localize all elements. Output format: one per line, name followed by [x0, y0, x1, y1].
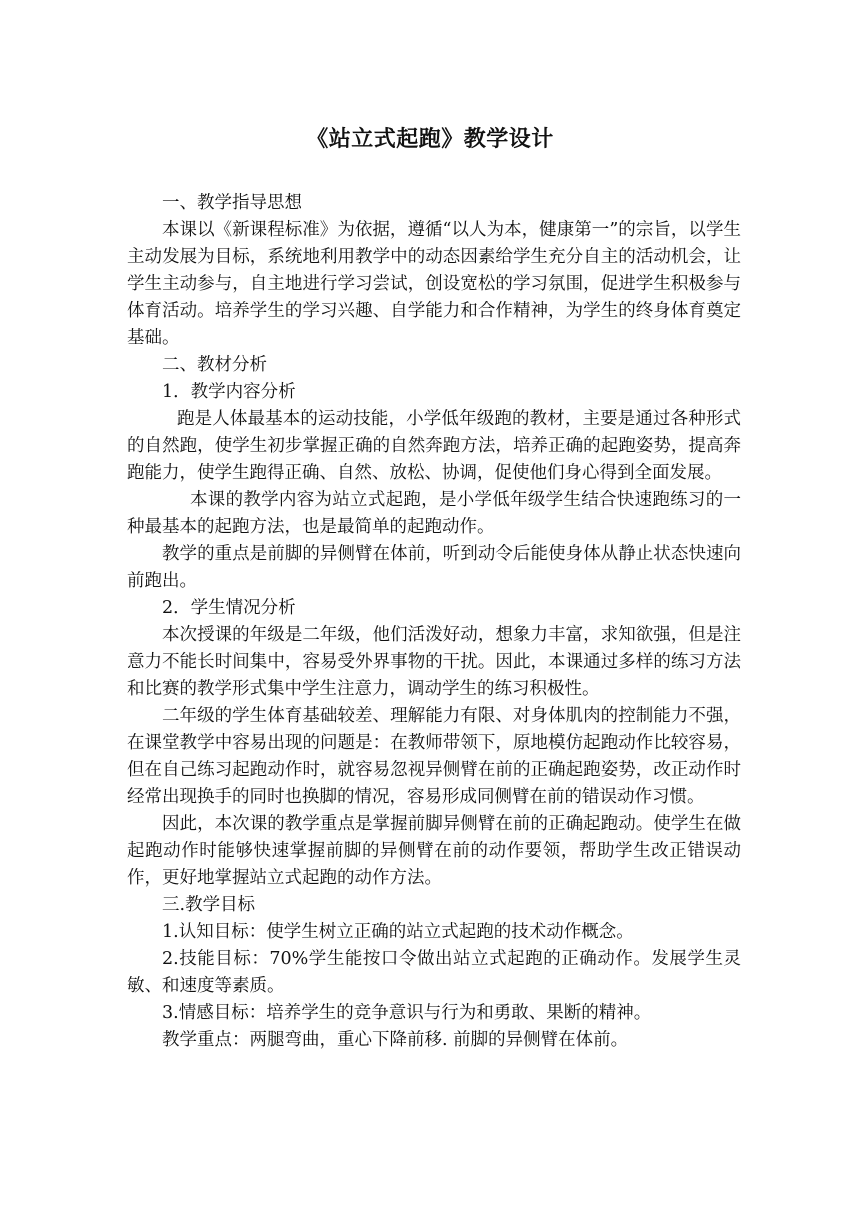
teaching-focus: 教学重点：两腿弯曲，重心下降前移. 前脚的异侧臂在体前。: [162, 1030, 629, 1050]
document-body: [127, 190, 741, 1054]
paragraph-running-skill: 跑是人体最基本的运动技能，小学低年级跑的教材，主要是通过各种形式的自然跑，使学生初步掌握正确的自然奔跑方法，培养正确的起跑姿势，提高奔跑能力，使学生跑得正确、自然、放松、协调，促使他们身心得到全面发展。: [127, 409, 741, 483]
section-heading-guiding-idea: 一、教学指导思想: [162, 193, 302, 213]
paragraph-therefore: 因此，本次课的教学重点是掌握前脚异侧臂在前的正确起跑动。使学生在做起跑动作时能够快速掌握前脚的异侧臂在前的动作要领，帮助学生改正错误动作，更好地掌握站立式起跑的动作方法。: [127, 814, 741, 888]
section-heading-material-analysis: 二、教材分析: [162, 355, 267, 375]
document-title: 《站立式起跑》教学设计: [306, 126, 554, 152]
subheading-student-analysis: 2．学生情况分析: [162, 598, 296, 618]
subheading-content-analysis: 1．教学内容分析: [162, 382, 296, 402]
paragraph-guiding-idea: 本课以《新课程标准》为依据，遵循“以人为本，健康第一”的宗旨，以学生主动发展为目标，系统地利用教学中的动态因素给学生充分自主的活动机会，让学生主动参与，自主地进行学习尝试，创设宽松的学习氛围，促进学生积极参与体育活动。培养学生的学习兴趣、自学能力和合作精神，为学生的终身体育奠定基础。: [127, 220, 741, 348]
objective-cognitive: 1.认知目标：使学生树立正确的站立式起跑的技术动作概念。: [162, 922, 634, 942]
objective-skill: 2.技能目标：70%学生能按口令做出站立式起跑的正确动作。发展学生灵敏、和速度等素质。: [127, 949, 741, 996]
paragraph-student-problems: 二年级的学生体育基础较差、理解能力有限、对身体肌肉的控制能力不强，在课堂教学中容易出现的问题是：在教师带领下，原地模仿起跑动作比较容易，但在自己练习起跑动作时，就容易忽视异侧臂在前的正确起跑姿势，改正动作时经常出现换手的同时也换脚的情况，容易形成同侧臂在前的错误动作习惯。: [127, 706, 741, 807]
paragraph-teaching-key: 教学的重点是前脚的异侧臂在体前，听到动令后能使身体从静止状态快速向前跑出。: [127, 544, 741, 591]
paragraph-student-grade: 本次授课的年级是二年级，他们活泼好动，想象力丰富，求知欲强，但是注意力不能长时间集中，容易受外界事物的干扰。因此，本课通过多样的练习方法和比赛的教学形式集中学生注意力，调动学生的练习积极性。: [127, 625, 741, 699]
objective-affective: 3.情感目标：培养学生的竞争意识与行为和勇敢、果断的精神。: [162, 1003, 652, 1023]
paragraph-lesson-content: 本课的教学内容为站立式起跑，是小学低年级学生结合快速跑练习的一种最基本的起跑方法，也是最简单的起跑动作。: [127, 490, 741, 537]
section-heading-objectives: 三.教学目标: [162, 895, 256, 915]
